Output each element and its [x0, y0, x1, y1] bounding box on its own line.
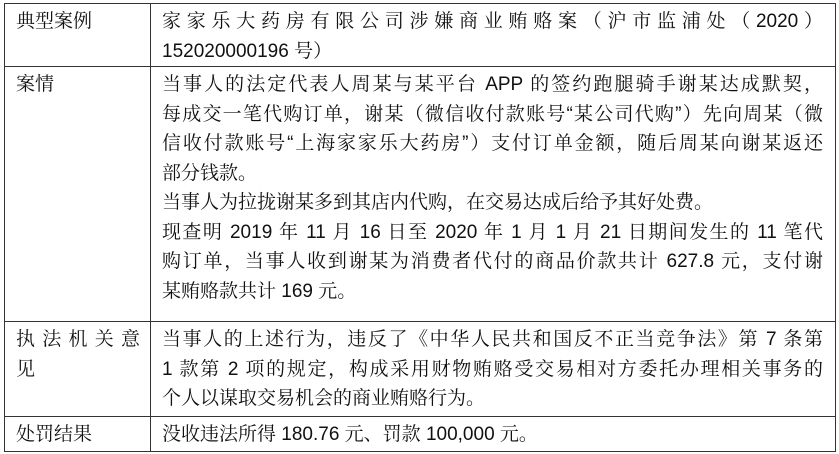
row-content: [151, 4, 836, 67]
content-line: 当事人为拉拢谢某多到其店内代购，在交易达成后给予其好处费。: [162, 192, 714, 213]
row-content: [151, 322, 836, 417]
label-line: 案情: [16, 74, 55, 95]
table-row-enforcement-opinion: [5, 322, 836, 417]
table-row-penalty: [5, 417, 836, 452]
content-line: 1 款第 2 项的规定，构成采用财物贿赂受交易相对方委托办理相关事务的: [162, 358, 823, 380]
row-label: [5, 322, 151, 417]
content-line: 家家乐大药房有限公司涉嫌商业贿赂案（沪市监浦处（2020）: [162, 11, 823, 32]
content-line: 个人以谋取交易机会的商业贿赂行为。: [162, 388, 486, 409]
row-label: [5, 417, 151, 452]
table-row-typical-case: [5, 4, 836, 67]
content-line: 信收付款账号“上海家家乐大药房”）支付订单金额，随后周某向谢某返还: [162, 133, 823, 154]
label-line: 典型案例: [16, 11, 93, 32]
content-line: 当事人的上述行为，违反了《中华人民共和国反不正当竞争法》第 7 条第: [162, 329, 823, 350]
case-table: [4, 3, 836, 452]
row-content: [151, 417, 836, 452]
table-row-case-details: [5, 67, 836, 322]
label-line: 见: [16, 358, 36, 380]
content-line: 当事人的法定代表人周某与某平台 APP 的签约跑腿骑手谢某达成默契，: [162, 74, 823, 95]
content-line: 没收违法所得 180.76 元、罚款 100,000 元。: [162, 424, 538, 445]
content-line: 现查明 2019 年 11 月 16 日至 2020 年 1 月 1 月 21 日期间发生的 11 笔代: [162, 221, 823, 243]
content-line: 部分钱款。: [162, 162, 258, 184]
content-line: 每成交一笔代购订单，谢某（微信收付款账号“某公司代购”）先向周某（微: [162, 103, 823, 125]
row-label: [5, 4, 151, 67]
content-line: 某贿赂款共计 169 元。: [162, 280, 357, 302]
label-line: 执法机关意: [16, 329, 140, 350]
content-line: 购订单，当事人收到谢某为消费者代付的商品价款共计 627.8 元，支付谢: [162, 251, 823, 272]
row-content: [151, 67, 836, 322]
row-label: [5, 67, 151, 322]
content-line: 152020000196 号）: [162, 40, 333, 62]
label-line: 处罚结果: [16, 424, 93, 445]
